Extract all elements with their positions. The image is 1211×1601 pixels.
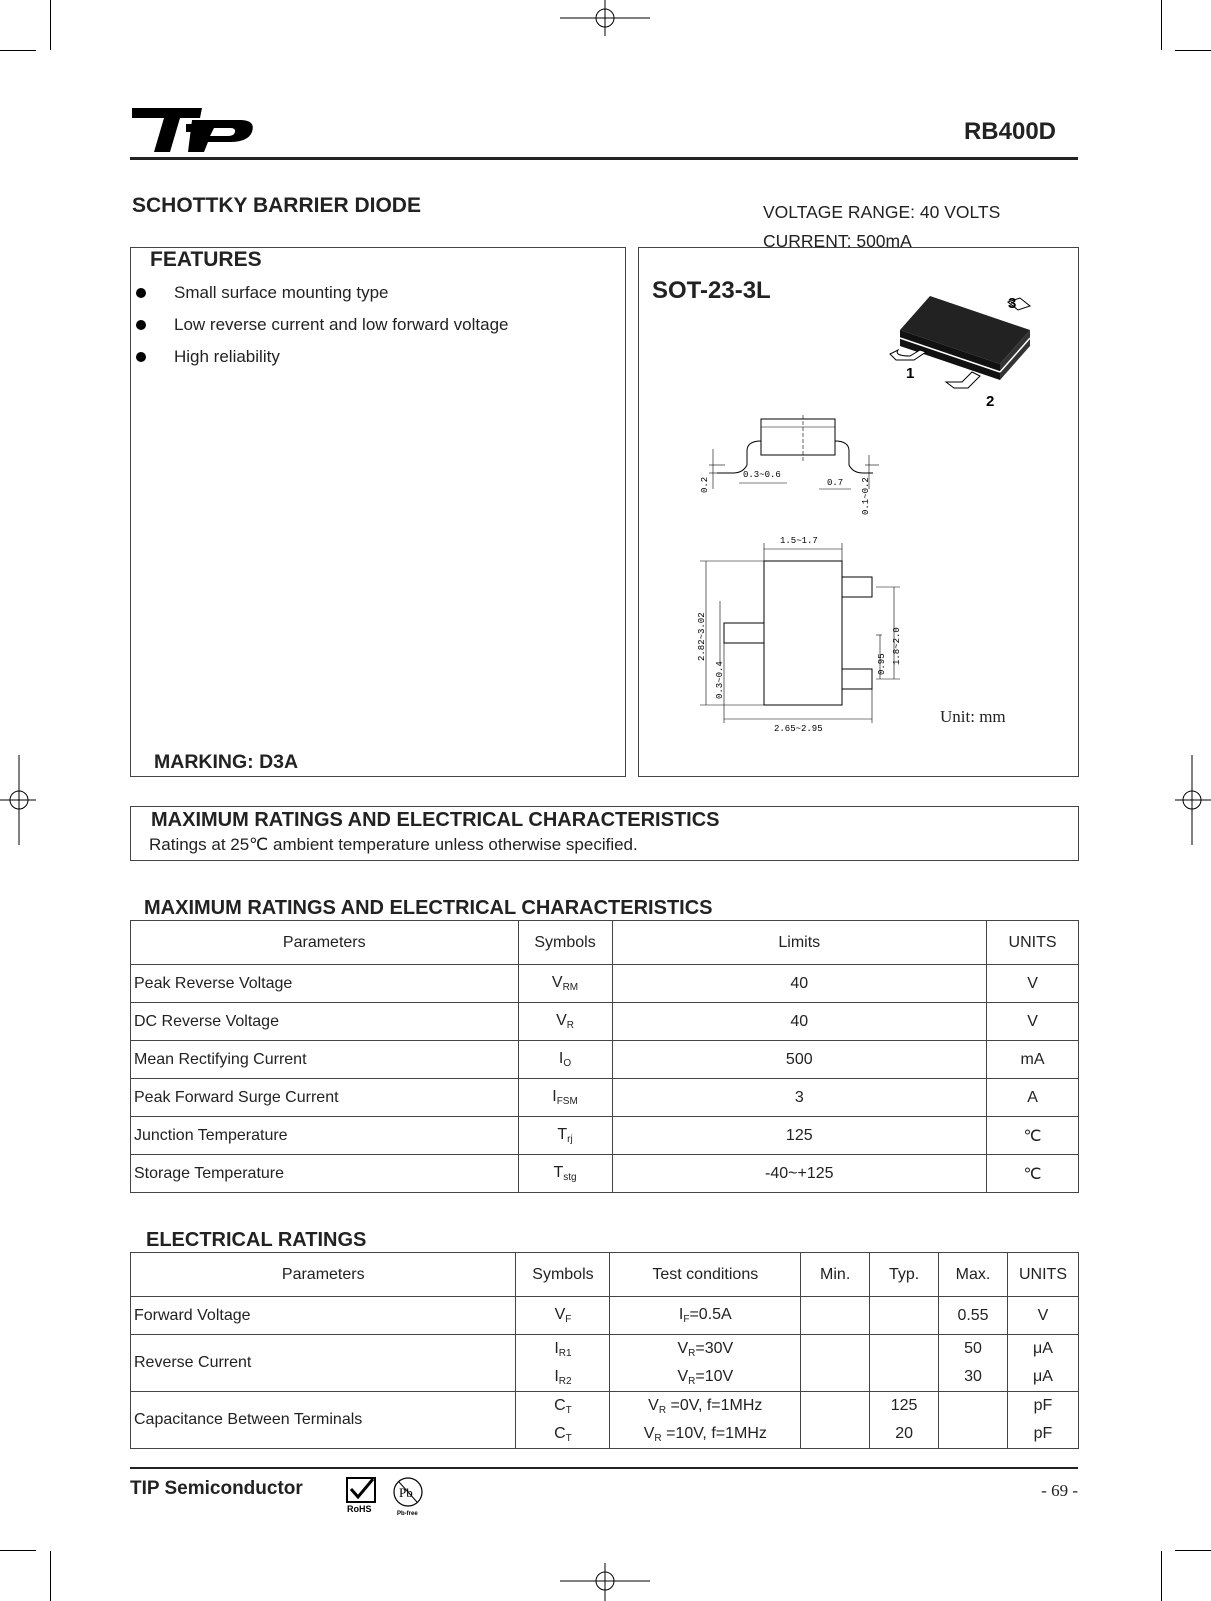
dim-body-width: 1.5~1.7 xyxy=(780,536,818,546)
table-header: Parameters Symbols Limits UNITS xyxy=(131,921,1079,965)
current-rating: CURRENT: 500mA xyxy=(763,231,912,251)
list-item: Low reverse current and low forward voltage xyxy=(136,315,509,347)
product-title: SCHOTTKY BARRIER DIODE xyxy=(132,194,421,217)
registration-mark-bottom xyxy=(560,1561,650,1601)
table-header: Parameters Symbols Test conditions Min. Typ. Max. UNITS xyxy=(131,1253,1079,1297)
dim-pitch: 0.95 xyxy=(877,653,887,675)
pin-2-label: 2 xyxy=(986,393,995,410)
dim-total-width: 2.65~2.95 xyxy=(774,724,823,734)
company-logo xyxy=(130,106,256,154)
bullet-icon xyxy=(136,288,146,298)
pin-1-label: 1 xyxy=(906,365,915,382)
side-view-drawing xyxy=(700,415,905,530)
table-row: Mean Rectifying Current $I_O$ 500 mA xyxy=(131,1041,1079,1079)
voltage-range: VOLTAGE RANGE: 40 VOLTS xyxy=(763,202,1001,222)
bullet-icon xyxy=(136,320,146,330)
table-row: Peak Reverse Voltage $V_{RM}$ 40 V xyxy=(131,965,1079,1003)
ratings-note-subtitle: Ratings at 25℃ ambient temperature unless otherwise specified. xyxy=(149,835,638,854)
max-ratings-title: MAXIMUM RATINGS AND ELECTRICAL CHARACTERISTICS xyxy=(144,897,713,919)
top-view-drawing xyxy=(680,535,910,745)
svg-text:RoHS: RoHS xyxy=(347,1504,372,1514)
ratings-note-title: MAXIMUM RATINGS AND ELECTRICAL CHARACTERISTICS xyxy=(151,809,720,831)
dim-foot: 0.7 xyxy=(827,478,844,488)
table-row: Storage Temperature $T_{stg}$ -40~+125 ℃ xyxy=(131,1155,1079,1193)
header-rule xyxy=(130,157,1078,160)
table-row: Reverse Current $I_{R1}$ $I_{R2}$ $V_R=30V$ $V_R=10V$ 50 30 μA μA xyxy=(131,1335,1079,1392)
rohs-icon xyxy=(346,1477,376,1515)
svg-text:Pb: Pb xyxy=(399,1485,413,1500)
table-row: Peak Forward Surge Current $I_{FSM}$ 3 A xyxy=(131,1079,1079,1117)
table-row: Capacitance Between Terminals $C_T$ $C_T$ $V_R =0V$, f=1MHz $V_R =10V$, f=1MHz 125 20 pF pF xyxy=(131,1392,1079,1449)
table-row: Forward Voltage $V_F$ $I_F=0.5A$ 0.55 V xyxy=(131,1297,1079,1335)
footer-company: TIP Semiconductor xyxy=(130,1478,303,1499)
dim-lead-length: 0.3~0.6 xyxy=(743,470,781,480)
dim-lead-width: 0.3~0.4 xyxy=(715,661,725,699)
table-row: DC Reverse Voltage $V_R$ 40 V xyxy=(131,1003,1079,1041)
max-ratings-table xyxy=(130,920,1079,1193)
marking-code: MARKING: D3A xyxy=(154,751,299,773)
features-list xyxy=(136,283,509,379)
pin-3-label: 3 xyxy=(1008,295,1017,312)
electrical-ratings-table xyxy=(130,1252,1079,1449)
part-number: RB400D xyxy=(963,118,1056,145)
dim-lead-thickness: 0.2 xyxy=(700,476,710,493)
dim-body-length: 2.82~3.02 xyxy=(697,612,707,661)
dim-standoff: 0.1~0.2 xyxy=(861,477,871,515)
bullet-icon xyxy=(136,352,146,362)
electrical-ratings-title: ELECTRICAL RATINGS xyxy=(146,1229,367,1251)
footer-rule xyxy=(130,1467,1078,1469)
registration-mark-left xyxy=(0,755,40,845)
svg-text:Pb-free: Pb-free xyxy=(397,1511,418,1517)
page-number: - 69 - xyxy=(1041,1481,1078,1500)
dim-pin-span: 1.8~2.0 xyxy=(892,627,902,665)
unit-label: Unit: mm xyxy=(940,707,1006,726)
registration-mark-right xyxy=(1171,755,1211,845)
registration-mark-top xyxy=(560,0,650,40)
package-3d-drawing xyxy=(880,290,1060,415)
table-row: Junction Temperature $T_{rj}$ 125 ℃ xyxy=(131,1117,1079,1155)
package-name: SOT-23-3L xyxy=(652,277,771,304)
features-title: FEATURES xyxy=(150,248,262,271)
list-item: Small surface mounting type xyxy=(136,283,509,315)
list-item: High reliability xyxy=(136,347,509,379)
pb-free-icon xyxy=(391,1477,425,1517)
